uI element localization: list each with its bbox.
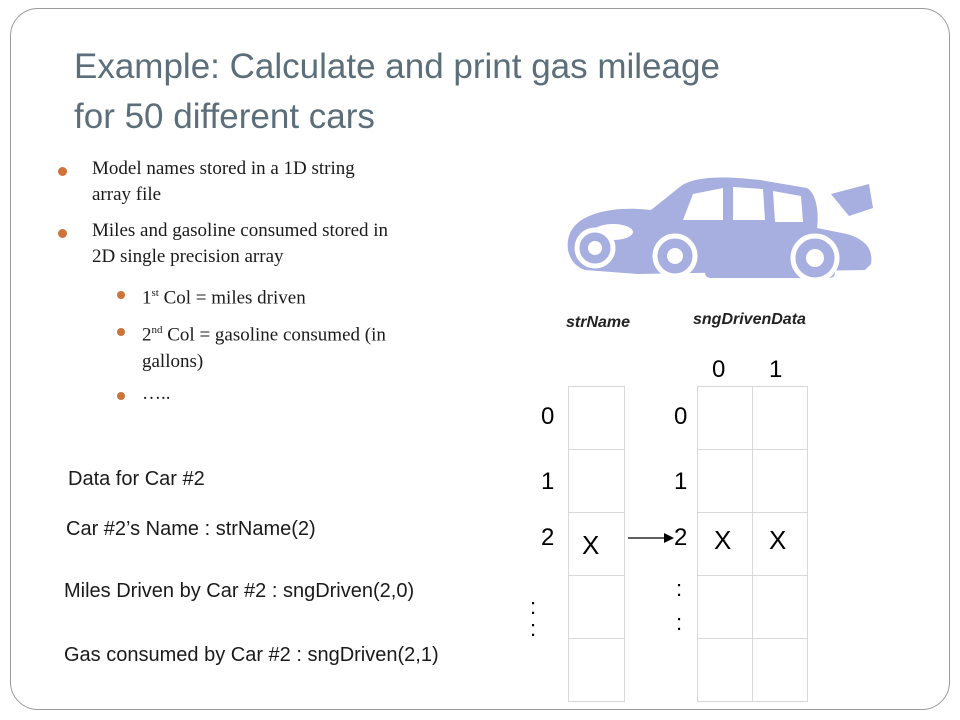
sng-x-mark-col-0: X bbox=[714, 525, 732, 555]
strname-row-dots-2: : bbox=[530, 616, 537, 641]
column-index-1: 1 bbox=[769, 356, 783, 383]
car-name-label: Car #2’s Name : strName(2) bbox=[66, 518, 316, 540]
arrow-right-icon bbox=[628, 530, 674, 544]
data-for-car-label: Data for Car #2 bbox=[68, 468, 205, 490]
sng-cell-4-1 bbox=[752, 638, 808, 702]
sub-bullet-2: 2nd Col = gasoline consumed (in gallons) bbox=[56, 317, 476, 374]
sng-row-dots-2: : bbox=[676, 610, 683, 635]
sng-row-index-1: 1 bbox=[674, 468, 688, 495]
sng-cell-1-1 bbox=[752, 449, 808, 513]
sng-row-index-0: 0 bbox=[674, 403, 688, 430]
strname-row-index-0: 0 bbox=[541, 403, 555, 430]
column-index-0: 0 bbox=[712, 356, 726, 383]
title-line-2: for 50 different cars bbox=[74, 97, 375, 136]
sng-cell-1-0 bbox=[697, 449, 753, 513]
sng-cell-4-0 bbox=[697, 638, 753, 702]
gas-consumed-label: Gas consumed by Car #2 : sngDriven(2,1) bbox=[64, 644, 439, 666]
sng-cell-0-1 bbox=[752, 386, 808, 450]
strname-cell-4 bbox=[568, 638, 625, 702]
strname-cell-1 bbox=[568, 449, 625, 513]
strname-row-dots-1: : bbox=[530, 594, 537, 619]
sub-bullet-1: 1st Col = miles driven bbox=[56, 280, 476, 311]
strname-row-index-1: 1 bbox=[541, 468, 555, 495]
miles-driven-label: Miles Driven by Car #2 : sngDriven(2,0) bbox=[64, 580, 415, 602]
strname-row-index-2: 2 bbox=[541, 524, 555, 551]
sngdrivendata-header: sngDrivenData bbox=[693, 311, 806, 328]
strname-x-mark: X bbox=[582, 530, 600, 560]
bullet-list bbox=[56, 156, 476, 413]
car-icon bbox=[555, 172, 885, 292]
bullet-2: Miles and gasoline consumed stored in 2D single precision array bbox=[56, 218, 476, 270]
sng-row-index-2: 2 bbox=[674, 524, 688, 551]
title-line-1: Example: Calculate and print gas mileage bbox=[74, 47, 720, 86]
strname-cell-3 bbox=[568, 575, 625, 639]
sng-cell-3-0 bbox=[697, 575, 753, 639]
strname-header: strName bbox=[566, 314, 631, 331]
sng-x-mark-col-1: X bbox=[769, 525, 787, 555]
slide-title bbox=[74, 42, 874, 142]
sub-bullet-3: ….. bbox=[56, 381, 476, 407]
sng-cell-0-0 bbox=[697, 386, 753, 450]
sng-cell-3-1 bbox=[752, 575, 808, 639]
bullet-1: Model names stored in a 1D string array file bbox=[56, 156, 476, 208]
strname-cell-0 bbox=[568, 386, 625, 450]
sng-row-dots-1: : bbox=[676, 576, 683, 601]
